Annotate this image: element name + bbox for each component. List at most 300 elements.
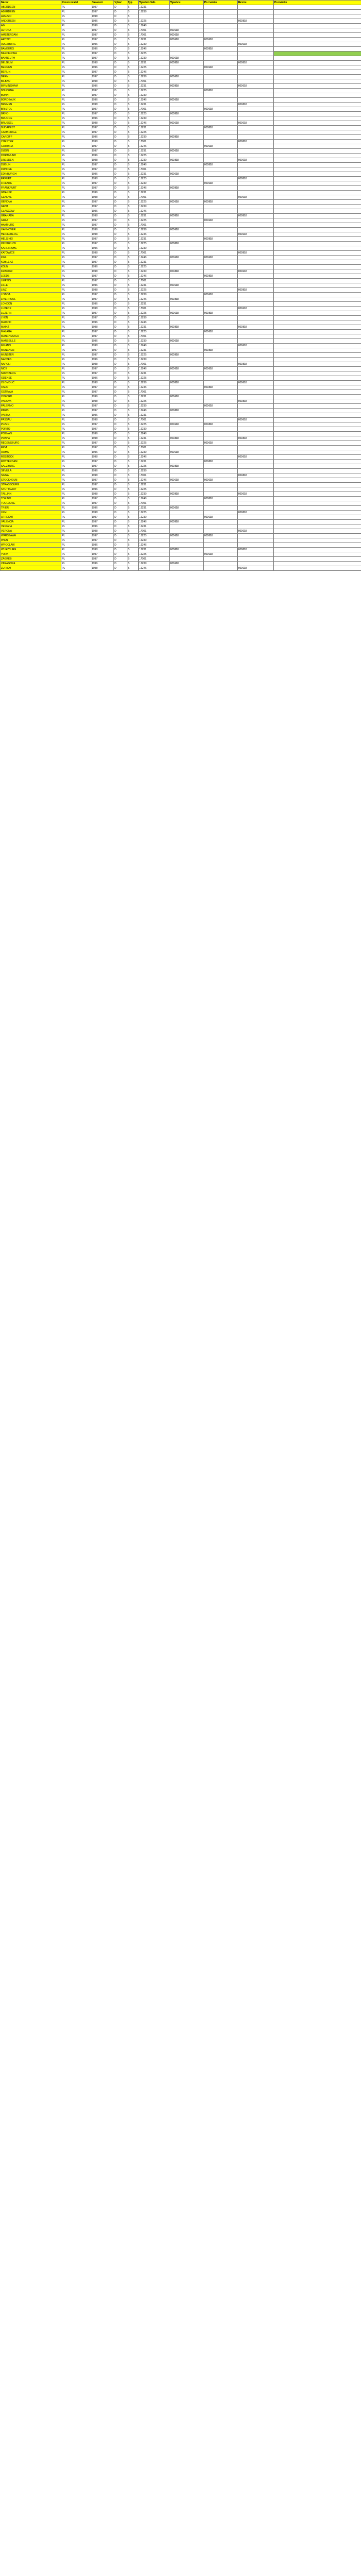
table-cell: D [114, 395, 127, 399]
table-cell: 060818 [238, 177, 274, 181]
table-cell: BERLIN [1, 70, 61, 75]
table-cell: OSLO [1, 385, 61, 390]
table-cell: 16231 [139, 436, 170, 441]
table-cell: 060818 [238, 61, 274, 65]
table-cell: 060818 [238, 214, 274, 218]
table-cell: 1997 [91, 409, 114, 413]
table-cell [238, 265, 274, 269]
table-cell [204, 501, 238, 506]
table-cell [204, 140, 238, 144]
table-cell: PL [61, 144, 91, 149]
table-row [1, 487, 361, 492]
table-cell: 060818 [238, 511, 274, 515]
table-cell: 1998 [91, 455, 114, 460]
table-cell: LEIPZIG [1, 279, 61, 283]
table-cell: D [114, 460, 127, 464]
table-cell: 1998 [91, 511, 114, 515]
table-cell [170, 302, 204, 307]
table-cell: D [114, 320, 127, 325]
table-cell [274, 154, 361, 158]
table-cell [238, 47, 274, 52]
table-cell: 060618 [238, 121, 274, 126]
table-row [1, 256, 361, 260]
table-cell: D [114, 181, 127, 186]
table-cell [238, 371, 274, 376]
table-cell [274, 552, 361, 557]
table-cell: PL [61, 84, 91, 89]
table-cell: 1997 [91, 70, 114, 75]
table-cell: SALZBURG [1, 464, 61, 469]
table-cell: 5 [127, 218, 139, 223]
table-cell: BELGIUM [1, 61, 61, 65]
table-cell [204, 154, 238, 158]
table-cell [170, 260, 204, 265]
table-cell: PL [61, 154, 91, 158]
table-cell [170, 404, 204, 409]
table-cell: 1997 [91, 274, 114, 279]
table-cell: 1996 [91, 265, 114, 269]
table-cell: D [114, 200, 127, 205]
table-cell: HAMBURG [1, 223, 61, 228]
table-cell: D [114, 538, 127, 543]
table-cell [170, 144, 204, 149]
table-cell: 16225 [139, 288, 170, 293]
table-cell [204, 116, 238, 121]
table-cell [274, 353, 361, 358]
table-cell [238, 302, 274, 307]
table-cell [204, 511, 238, 515]
table-cell [204, 251, 238, 256]
table-cell: 16225 [139, 154, 170, 158]
table-cell [238, 24, 274, 28]
table-row [1, 269, 361, 274]
table-cell: 5 [127, 330, 139, 334]
table-cell [238, 70, 274, 75]
table-cell: D [114, 84, 127, 89]
table-cell: 060618 [170, 172, 204, 177]
table-cell [238, 422, 274, 427]
table-cell: 060618 [170, 395, 204, 399]
header-cell: Výrobce [170, 1, 204, 5]
table-cell: 16239 [139, 381, 170, 385]
table-cell: 5 [127, 288, 139, 293]
table-cell: KOLN [1, 265, 61, 269]
table-cell: MANCHESTER [1, 334, 61, 339]
table-cell: D [114, 511, 127, 515]
table-cell: 060618 [238, 455, 274, 460]
table-cell [170, 79, 204, 84]
table-row [1, 446, 361, 450]
table-cell [170, 52, 204, 56]
table-cell [170, 524, 204, 529]
table-cell: D [114, 348, 127, 353]
table-cell: 060618 [170, 478, 204, 483]
table-cell: 5 [127, 492, 139, 497]
table-cell: ODENSE [1, 376, 61, 381]
table-cell: 060618 [204, 65, 238, 70]
table-cell: D [114, 325, 127, 330]
table-cell: 5 [127, 427, 139, 432]
table-cell: 060818 [238, 473, 274, 478]
table-cell: FIRENZE [1, 181, 61, 186]
table-cell: 1997 [91, 446, 114, 450]
table-cell [204, 195, 238, 200]
table-cell: 1998 [91, 288, 114, 293]
table-cell [274, 376, 361, 381]
table-cell: 16231 [139, 413, 170, 418]
table-cell: 060618 [170, 33, 204, 38]
table-cell: 060818 [170, 158, 204, 163]
table-cell: 1996 [91, 154, 114, 158]
table-cell [170, 552, 204, 557]
table-cell: PORTO [1, 427, 61, 432]
table-cell: 060818 [170, 464, 204, 469]
table-cell [274, 529, 361, 534]
table-cell: PL [61, 98, 91, 103]
table-cell [274, 297, 361, 302]
table-cell [274, 107, 361, 112]
table-cell: 16246 [139, 144, 170, 149]
table-cell: 16239 [139, 205, 170, 209]
table-cell [170, 455, 204, 460]
table-cell [170, 47, 204, 52]
table-row [1, 302, 361, 307]
table-cell [204, 130, 238, 135]
table-cell: 5 [127, 307, 139, 311]
table-cell: 17001 [139, 557, 170, 562]
table-cell: PL [61, 534, 91, 538]
table-cell: 16246 [139, 163, 170, 167]
table-cell: 060818 [170, 325, 204, 330]
table-row [1, 167, 361, 172]
table-row [1, 223, 361, 228]
table-cell: 060618 [238, 84, 274, 89]
table-cell: 1998 [91, 362, 114, 367]
table-cell: 060818 [204, 534, 238, 538]
table-cell [238, 205, 274, 209]
table-row [1, 432, 361, 436]
table-row [1, 501, 361, 506]
table-cell [170, 399, 204, 404]
table-cell: VALENCIA [1, 520, 61, 524]
table-row [1, 464, 361, 469]
table-cell: 1997 [91, 186, 114, 191]
table-cell: D [114, 529, 127, 534]
table-cell [238, 543, 274, 548]
table-cell: RIGA [1, 446, 61, 450]
table-cell [204, 5, 238, 10]
table-cell: DUNDEE [1, 167, 61, 172]
table-row [1, 56, 361, 61]
table-cell: TORINO [1, 497, 61, 501]
table-cell [274, 256, 361, 260]
table-cell: 5 [127, 14, 139, 19]
table-cell: PL [61, 172, 91, 177]
table-cell: 060818 [238, 436, 274, 441]
table-cell: D [114, 501, 127, 506]
table-cell: 060818 [170, 84, 204, 89]
table-cell [204, 14, 238, 19]
table-cell: 1997 [91, 200, 114, 205]
table-cell: D [114, 177, 127, 181]
table-cell [204, 205, 238, 209]
table-cell: PL [61, 79, 91, 84]
table-cell: 1996 [91, 84, 114, 89]
table-cell [274, 228, 361, 232]
table-cell: 1997 [91, 5, 114, 10]
table-cell [274, 61, 361, 65]
table-cell: PL [61, 524, 91, 529]
table-cell: D [114, 283, 127, 288]
table-row [1, 362, 361, 367]
table-cell: 060618 [170, 28, 204, 33]
table-cell: 17001 [139, 529, 170, 534]
table-cell: D [114, 214, 127, 218]
table-cell: BRNO [1, 112, 61, 116]
table-row [1, 112, 361, 116]
table-row [1, 422, 361, 427]
table-cell: 1997 [91, 441, 114, 446]
table-cell [170, 529, 204, 534]
table-row [1, 524, 361, 529]
table-cell: PL [61, 409, 91, 413]
table-cell [170, 126, 204, 130]
table-cell [170, 348, 204, 353]
table-cell [170, 376, 204, 381]
table-cell: D [114, 381, 127, 385]
table-cell: BRISTOL [1, 107, 61, 112]
table-cell: PADOVA [1, 399, 61, 404]
table-cell: 060818 [170, 242, 204, 246]
table-row [1, 436, 361, 441]
table-cell: 060818 [170, 269, 204, 274]
table-cell: 060618 [170, 38, 204, 42]
table-cell: 5 [127, 89, 139, 93]
table-cell [170, 460, 204, 464]
table-cell: 060618 [204, 404, 238, 409]
table-cell: D [114, 367, 127, 371]
table-cell [274, 371, 361, 376]
table-cell: 5 [127, 562, 139, 566]
table-cell: 060818 [170, 214, 204, 218]
table-cell: D [114, 237, 127, 242]
table-cell: PL [61, 520, 91, 524]
table-cell: YORK [1, 552, 61, 557]
table-cell [238, 441, 274, 446]
table-cell: 060618 [204, 293, 238, 297]
table-cell: 5 [127, 339, 139, 344]
table-cell [170, 446, 204, 450]
table-cell [274, 47, 361, 52]
table-cell: PL [61, 200, 91, 205]
table-cell: INNSBRUCK [1, 242, 61, 246]
table-cell: PL [61, 464, 91, 469]
table-cell: PLZEN [1, 422, 61, 427]
table-cell [238, 33, 274, 38]
table-cell: 1996 [91, 413, 114, 418]
table-cell: 5 [127, 163, 139, 167]
table-cell: 1997 [91, 144, 114, 149]
table-cell: KARLSRUHE [1, 246, 61, 251]
table-cell: 16239 [139, 135, 170, 140]
table-cell: 5 [127, 436, 139, 441]
table-cell: 5 [127, 158, 139, 163]
table-row [1, 348, 361, 353]
table-row [1, 65, 361, 70]
table-cell: PL [61, 116, 91, 121]
table-cell: D [114, 149, 127, 154]
table-cell [274, 265, 361, 269]
table-cell: 1997 [91, 149, 114, 154]
table-cell: CAMBRIDGE [1, 130, 61, 135]
table-row [1, 19, 361, 24]
table-cell: 1996 [91, 469, 114, 473]
table-cell: 1997 [91, 390, 114, 395]
table-cell: GENEVE [1, 195, 61, 200]
table-cell: D [114, 140, 127, 144]
table-cell: PL [61, 121, 91, 126]
table-cell [238, 200, 274, 205]
table-cell: 1997 [91, 205, 114, 209]
table-cell [238, 446, 274, 450]
table-cell [274, 441, 361, 446]
table-cell: 16225 [139, 552, 170, 557]
data-table [0, 0, 361, 571]
table-cell [170, 130, 204, 135]
table-cell [204, 167, 238, 172]
table-cell [170, 107, 204, 112]
table-cell: VENEZIA [1, 524, 61, 529]
table-cell: D [114, 14, 127, 19]
table-cell: 16239 [139, 404, 170, 409]
table-cell [170, 265, 204, 269]
table-cell: 16239 [139, 339, 170, 344]
table-cell: 5 [127, 144, 139, 149]
table-cell: 1997 [91, 126, 114, 130]
table-cell [274, 395, 361, 399]
table-cell: 060818 [204, 126, 238, 130]
table-row [1, 158, 361, 163]
table-cell: D [114, 223, 127, 228]
table-cell: D [114, 269, 127, 274]
table-cell [238, 10, 274, 14]
table-cell: 1997 [91, 223, 114, 228]
table-cell: D [114, 473, 127, 478]
table-cell: 5 [127, 376, 139, 381]
table-cell: 060618 [238, 269, 274, 274]
table-row [1, 548, 361, 552]
table-cell [274, 260, 361, 265]
table-cell: 16239 [139, 293, 170, 297]
table-cell: 5 [127, 450, 139, 455]
table-cell [274, 14, 361, 19]
table-cell [274, 548, 361, 552]
table-cell [170, 501, 204, 506]
table-cell: 5 [127, 265, 139, 269]
table-row [1, 381, 361, 385]
table-cell [238, 5, 274, 10]
table-cell: D [114, 112, 127, 116]
table-cell: PL [61, 195, 91, 200]
table-cell: 1997 [91, 167, 114, 172]
table-cell: 5 [127, 334, 139, 339]
table-cell: MUNCHEN [1, 348, 61, 353]
table-cell: WROCLAW [1, 543, 61, 548]
table-cell [204, 339, 238, 344]
table-cell [238, 89, 274, 93]
table-cell [238, 186, 274, 191]
table-cell [238, 154, 274, 158]
table-cell: 5 [127, 413, 139, 418]
table-cell: D [114, 209, 127, 214]
table-cell: 1997 [91, 181, 114, 186]
table-cell: 5 [127, 446, 139, 450]
table-cell: 16239 [139, 358, 170, 362]
table-cell: 5 [127, 61, 139, 65]
table-cell: PL [61, 538, 91, 543]
table-cell: 1997 [91, 501, 114, 506]
table-cell: 1996 [91, 65, 114, 70]
table-cell: 1997 [91, 107, 114, 112]
table-row [1, 84, 361, 89]
table-cell: D [114, 358, 127, 362]
table-cell: D [114, 483, 127, 487]
table-cell: GRAZ [1, 218, 61, 223]
table-cell: 5 [127, 455, 139, 460]
table-cell [274, 339, 361, 344]
table-row [1, 334, 361, 339]
table-cell: 5 [127, 283, 139, 288]
table-cell: PL [61, 75, 91, 79]
table-cell: 17001 [139, 307, 170, 311]
table-cell: 1997 [91, 242, 114, 246]
table-cell: 1997 [91, 404, 114, 409]
table-row [1, 316, 361, 320]
table-cell: D [114, 56, 127, 61]
table-cell: PL [61, 422, 91, 427]
table-cell: 16231 [139, 103, 170, 107]
table-cell: 16246 [139, 47, 170, 52]
table-row [1, 320, 361, 325]
table-cell [204, 334, 238, 339]
table-cell [170, 538, 204, 543]
table-cell: 1996 [91, 450, 114, 455]
table-cell [274, 251, 361, 256]
table-cell: 060618 [238, 195, 274, 200]
spreadsheet [0, 0, 361, 571]
table-cell: MALAGA [1, 330, 61, 334]
table-cell [238, 478, 274, 483]
table-row [1, 260, 361, 265]
table-cell: 1998 [91, 251, 114, 256]
table-cell: D [114, 534, 127, 538]
table-cell: PL [61, 61, 91, 65]
table-cell [238, 311, 274, 316]
header-cell: Revize [238, 1, 274, 5]
table-row [1, 116, 361, 121]
table-cell [274, 367, 361, 371]
table-cell [170, 344, 204, 348]
table-cell: PL [61, 497, 91, 501]
table-cell: D [114, 279, 127, 283]
table-cell: 17001 [139, 279, 170, 283]
table-cell: 16239 [139, 42, 170, 47]
table-cell [204, 316, 238, 320]
table-cell: D [114, 404, 127, 409]
table-cell: 5 [127, 409, 139, 413]
table-cell [170, 14, 204, 19]
table-cell [274, 75, 361, 79]
